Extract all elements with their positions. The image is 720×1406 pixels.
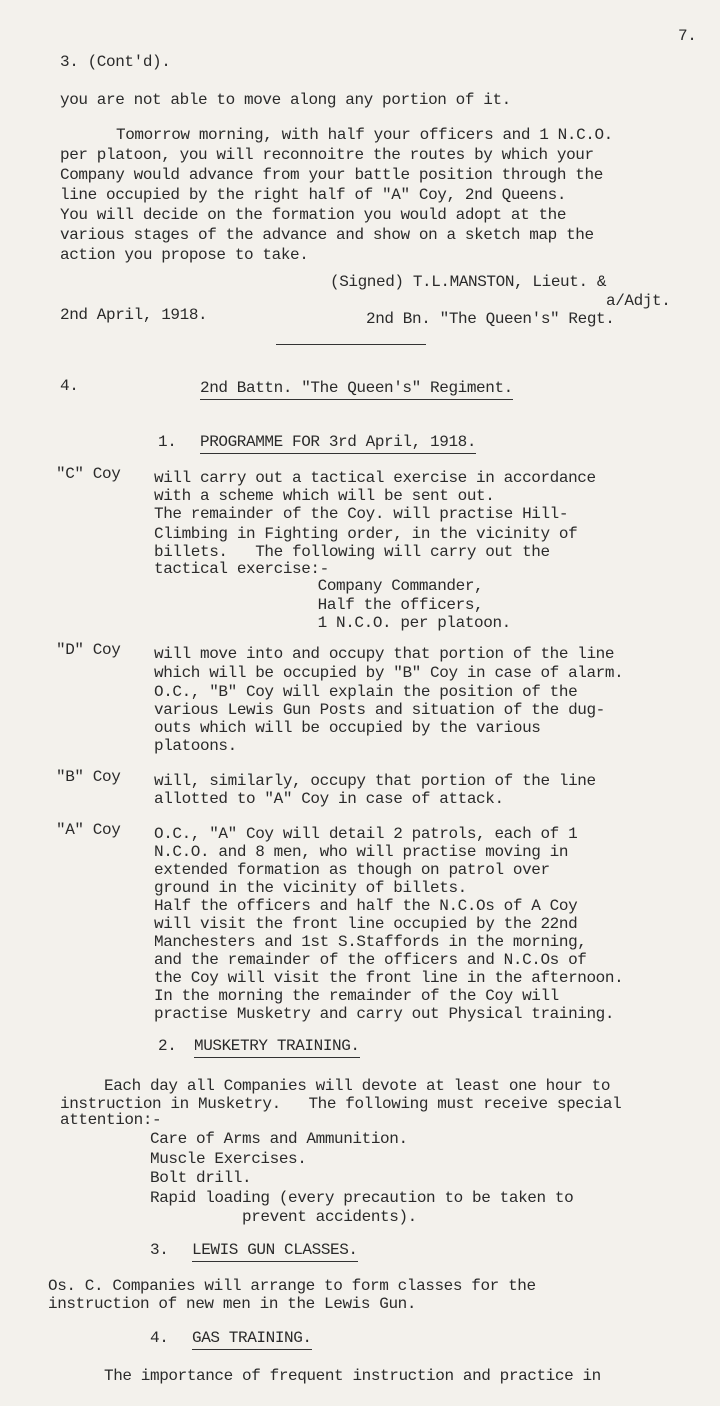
coy-label: "B" Coy bbox=[56, 768, 121, 786]
entry-line: Half the officers, bbox=[244, 596, 484, 614]
subsection-number: 1. bbox=[158, 433, 177, 451]
musketry-title: MUSKETRY TRAINING. bbox=[194, 1036, 360, 1058]
paragraph-line: Company would advance from your battle position through the bbox=[60, 166, 603, 184]
section-3-heading: 3. (Cont'd). bbox=[60, 53, 171, 71]
paragraph-line: You will decide on the formation you would adopt at the bbox=[60, 206, 567, 224]
entry-line: tactical exercise:- bbox=[154, 560, 329, 578]
coy-label: "C" Coy bbox=[56, 465, 121, 483]
unit-name: 2nd Bn. "The Queen's" Regt. bbox=[366, 310, 615, 328]
entry-line: will visit the front line occupied by the 22nd bbox=[154, 915, 578, 933]
paragraph-line: Tomorrow morning, with half your officers and 1 N.C.O. bbox=[116, 126, 613, 144]
entry-line: will, similarly, occupy that portion of the line bbox=[154, 772, 596, 790]
entry-line: 1 N.C.O. per platoon. bbox=[244, 614, 511, 632]
entry-line: with a scheme which will be sent out. bbox=[154, 487, 495, 505]
entry-line: ground in the vicinity of billets. bbox=[154, 879, 467, 897]
musketry-item: Muscle Exercises. bbox=[150, 1150, 307, 1168]
entry-line: Manchesters and 1st S.Staffords in the morning, bbox=[154, 933, 587, 951]
subsection-number: 3. bbox=[150, 1241, 169, 1259]
entry-line: Climbing in Fighting order, in the vicinity of bbox=[154, 525, 578, 543]
gas-training-line: The importance of frequent instruction and practice in bbox=[104, 1367, 601, 1385]
paragraph-line: action you propose to take. bbox=[60, 246, 309, 264]
entry-line: outs which will be occupied by the various bbox=[154, 719, 541, 737]
adjutant-title: a/Adjt. bbox=[606, 292, 671, 310]
musketry-line: instruction in Musketry. The following must receive special bbox=[60, 1095, 622, 1113]
entry-line: various Lewis Gun Posts and situation of the dug- bbox=[154, 701, 605, 719]
subsection-number: 2. bbox=[158, 1037, 177, 1055]
entry-line: which will be occupied by "B" Coy in case of alarm. bbox=[154, 664, 624, 682]
coy-label: "A" Coy bbox=[56, 821, 121, 839]
lewis-gun-line: instruction of new men in the Lewis Gun. bbox=[48, 1295, 417, 1313]
entry-line: The remainder of the Coy. will practise Hill- bbox=[154, 505, 569, 523]
programme-title: PROGRAMME FOR 3rd April, 1918. bbox=[200, 432, 476, 454]
gas-training-title: GAS TRAINING. bbox=[192, 1328, 312, 1350]
entry-line: N.C.O. and 8 men, who will practise moving in bbox=[154, 843, 569, 861]
entry-line: will move into and occupy that portion of the line bbox=[154, 645, 615, 663]
order-date: 2nd April, 1918. bbox=[60, 306, 208, 324]
entry-line: Company Commander, bbox=[244, 577, 484, 595]
musketry-line: Each day all Companies will devote at least one hour to bbox=[104, 1077, 611, 1095]
entry-line: O.C., "A" Coy will detail 2 patrols, each of 1 bbox=[154, 825, 578, 843]
coy-label: "D" Coy bbox=[56, 641, 121, 659]
paragraph-line: line occupied by the right half of "A" Coy, 2nd Queens. bbox=[60, 186, 567, 204]
lewis-gun-line: Os. C. Companies will arrange to form classes for the bbox=[48, 1277, 536, 1295]
entry-line: In the morning the remainder of the Coy will bbox=[154, 987, 559, 1005]
page-number: 7. bbox=[678, 27, 697, 45]
entry-line: billets. The following will carry out the bbox=[154, 543, 550, 561]
musketry-item: prevent accidents). bbox=[150, 1208, 417, 1226]
subsection-number: 4. bbox=[150, 1329, 169, 1347]
section-4-title: 2nd Battn. "The Queen's" Regiment. bbox=[200, 378, 513, 400]
entry-line: the Coy will visit the front line in the afternoon. bbox=[154, 969, 624, 987]
section-divider bbox=[276, 344, 426, 345]
section-4-number: 4. bbox=[60, 377, 79, 395]
signature-line: (Signed) T.L.MANSTON, Lieut. & bbox=[330, 273, 607, 291]
entry-line: will carry out a tactical exercise in accordance bbox=[154, 469, 596, 487]
musketry-item: Rapid loading (every precaution to be taken to bbox=[150, 1189, 574, 1207]
musketry-item: Care of Arms and Ammunition. bbox=[150, 1130, 408, 1148]
entry-line: allotted to "A" Coy in case of attack. bbox=[154, 790, 504, 808]
entry-line: and the remainder of the officers and N.C.Os of bbox=[154, 951, 587, 969]
entry-line: practise Musketry and carry out Physical training. bbox=[154, 1005, 615, 1023]
entry-line: O.C., "B" Coy will explain the position of the bbox=[154, 683, 578, 701]
musketry-line: attention:- bbox=[60, 1111, 162, 1129]
musketry-item: Bolt drill. bbox=[150, 1169, 252, 1187]
lewis-gun-title: LEWIS GUN CLASSES. bbox=[192, 1240, 358, 1262]
entry-line: platoons. bbox=[154, 737, 237, 755]
paragraph-line: per platoon, you will reconnoitre the routes by which your bbox=[60, 146, 594, 164]
entry-line: Half the officers and half the N.C.Os of A Coy bbox=[154, 897, 578, 915]
entry-line: extended formation as though on patrol over bbox=[154, 861, 550, 879]
section-3-line: you are not able to move along any portion of it. bbox=[60, 91, 511, 109]
paragraph-line: various stages of the advance and show on a sketch map the bbox=[60, 226, 594, 244]
